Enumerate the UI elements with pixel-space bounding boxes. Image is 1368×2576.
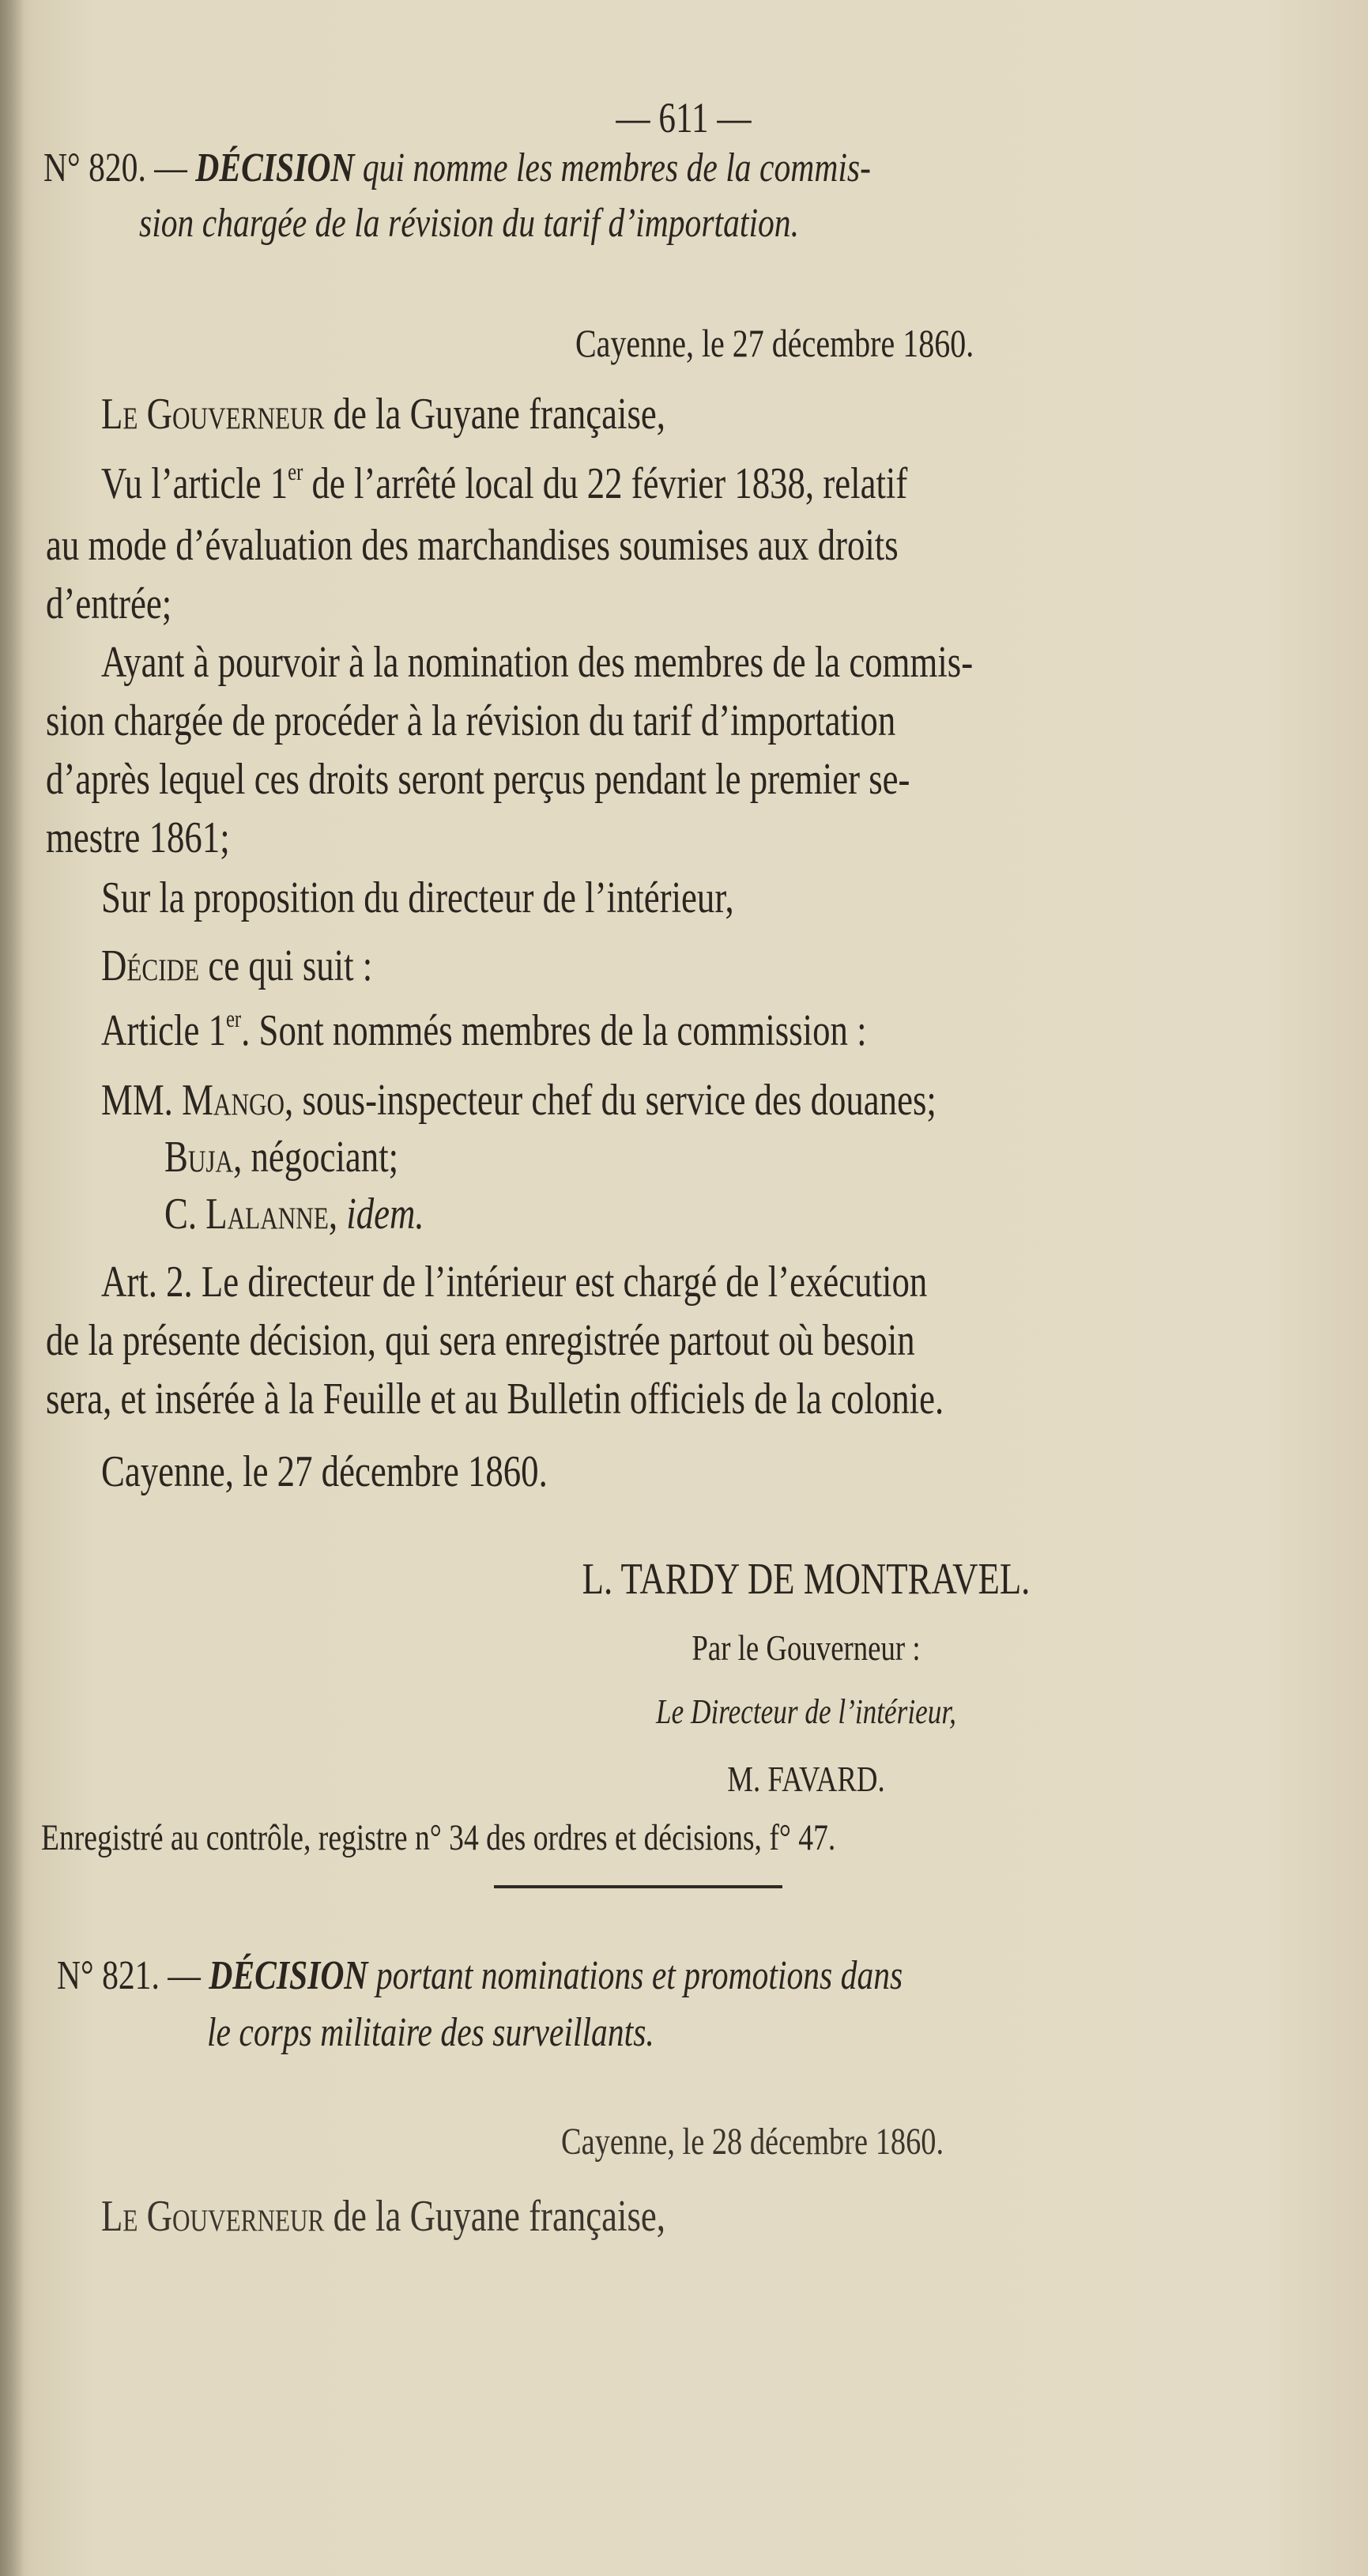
member-name: Lalanne (205, 1190, 329, 1239)
member-buja (164, 1132, 398, 1182)
art1-sup: er (225, 1005, 242, 1032)
member-role: , négociant; (233, 1133, 399, 1182)
member-prefix: MM. (101, 1076, 183, 1125)
member-lalanne (164, 1189, 424, 1239)
decision-821-keyword: DÉCISION (209, 1953, 368, 1998)
decision-820-keyword: DÉCISION (195, 145, 355, 190)
decision-820-closing-date: Cayenne, le 27 décembre 1860. (101, 1447, 548, 1496)
art1-text-a: Article 1 (101, 1006, 226, 1056)
governor-label: Le Gouverneur (101, 2192, 325, 2241)
decision-820-p2-line3: d’après lequel ces droits seront perçus pendant le premier se- (46, 755, 910, 804)
decide-rest: ce qui suit : (199, 941, 373, 990)
decision-820-governor-line (101, 389, 665, 439)
member-role: idem. (346, 1190, 424, 1239)
decision-820-title-line2: sion chargée de la révision du tarif d’importation. (139, 201, 800, 246)
p1-sup: er (288, 458, 303, 485)
decision-820-place-date: Cayenne, le 27 décembre 1860. (575, 321, 974, 365)
member-sep: , (328, 1190, 347, 1239)
p1-text-b: de l’arrêté local du 22 février 1838, relatif (303, 459, 908, 509)
page-number: — 611 — (616, 94, 752, 141)
p1-text-a: Vu l’article 1 (101, 459, 288, 509)
decision-820-art2-line3: sera, et insérée à la Feuille et au Bulletin officiels de la colonie. (46, 1375, 944, 1424)
decision-821-place-date: Cayenne, le 28 décembre 1860. (561, 2121, 944, 2163)
decision-820-p2-line1: Ayant à pourvoir à la nomination des membres de la commis- (101, 638, 974, 687)
decision-820-title-line1 (43, 145, 871, 191)
registration-note: Enregistré au contrôle, registre n° 34 des ordres et décisions, f° 47. (41, 1817, 836, 1858)
member-role: , sous-inspecteur chef du service des douanes; (285, 1076, 936, 1125)
member-mango (101, 1075, 936, 1126)
decision-820-p1-line3: d’entrée; (46, 579, 172, 628)
governor-rest: de la Guyane française, (324, 390, 665, 439)
decision-821-governor-line (101, 2191, 665, 2242)
decision-821-title-line2: le corps militaire des surveillants. (207, 2010, 654, 2055)
decision-820-p2-line4: mestre 1861; (46, 813, 230, 862)
member-prefix: C. (164, 1190, 206, 1239)
director-title: Le Directeur de l’intérieur, (656, 1692, 956, 1731)
director-name: M. FAVARD. (727, 1759, 885, 1799)
decision-820-p3: Sur la proposition du directeur de l’intérieur, (101, 873, 734, 922)
decision-820-title-rest: qui nomme les membres de la commis- (362, 145, 871, 190)
decision-820-article-1 (101, 1005, 867, 1056)
decision-820-p1-line2: au mode d’évaluation des marchandises soumises aux droits (46, 521, 899, 570)
governor-rest: de la Guyane française, (324, 2192, 665, 2241)
decision-821-title-line1 (57, 1952, 903, 1999)
decision-821-title-rest: portant nominations et promotions dans (375, 1953, 903, 1998)
signatory: L. TARDY DE MONTRAVEL. (582, 1555, 1031, 1604)
decision-820-p2-line2: sion chargée de procéder à la révision du tarif d’importation (46, 696, 896, 745)
governor-label: Le Gouverneur (101, 390, 325, 439)
section-divider (494, 1885, 782, 1888)
binding-shadow (0, 0, 24, 2576)
decision-820-number: N° 820. — (43, 145, 187, 190)
decision-820-art2-line1: Art. 2. Le directeur de l’intérieur est chargé de l’exécution (101, 1258, 928, 1307)
decision-820-p1-line1 (101, 458, 907, 509)
member-name: Mango (182, 1076, 285, 1125)
decision-821-number: N° 821. — (57, 1953, 201, 1998)
art1-text-b: . Sont nommés membres de la commission : (241, 1006, 867, 1056)
by-governor: Par le Gouverneur : (692, 1627, 921, 1668)
decision-820-art2-line2: de la présente décision, qui sera enregistrée partout où besoin (46, 1316, 915, 1365)
member-name: Buja (164, 1133, 234, 1182)
decision-820-decide (101, 941, 372, 991)
decide-label: Décide (101, 941, 200, 990)
